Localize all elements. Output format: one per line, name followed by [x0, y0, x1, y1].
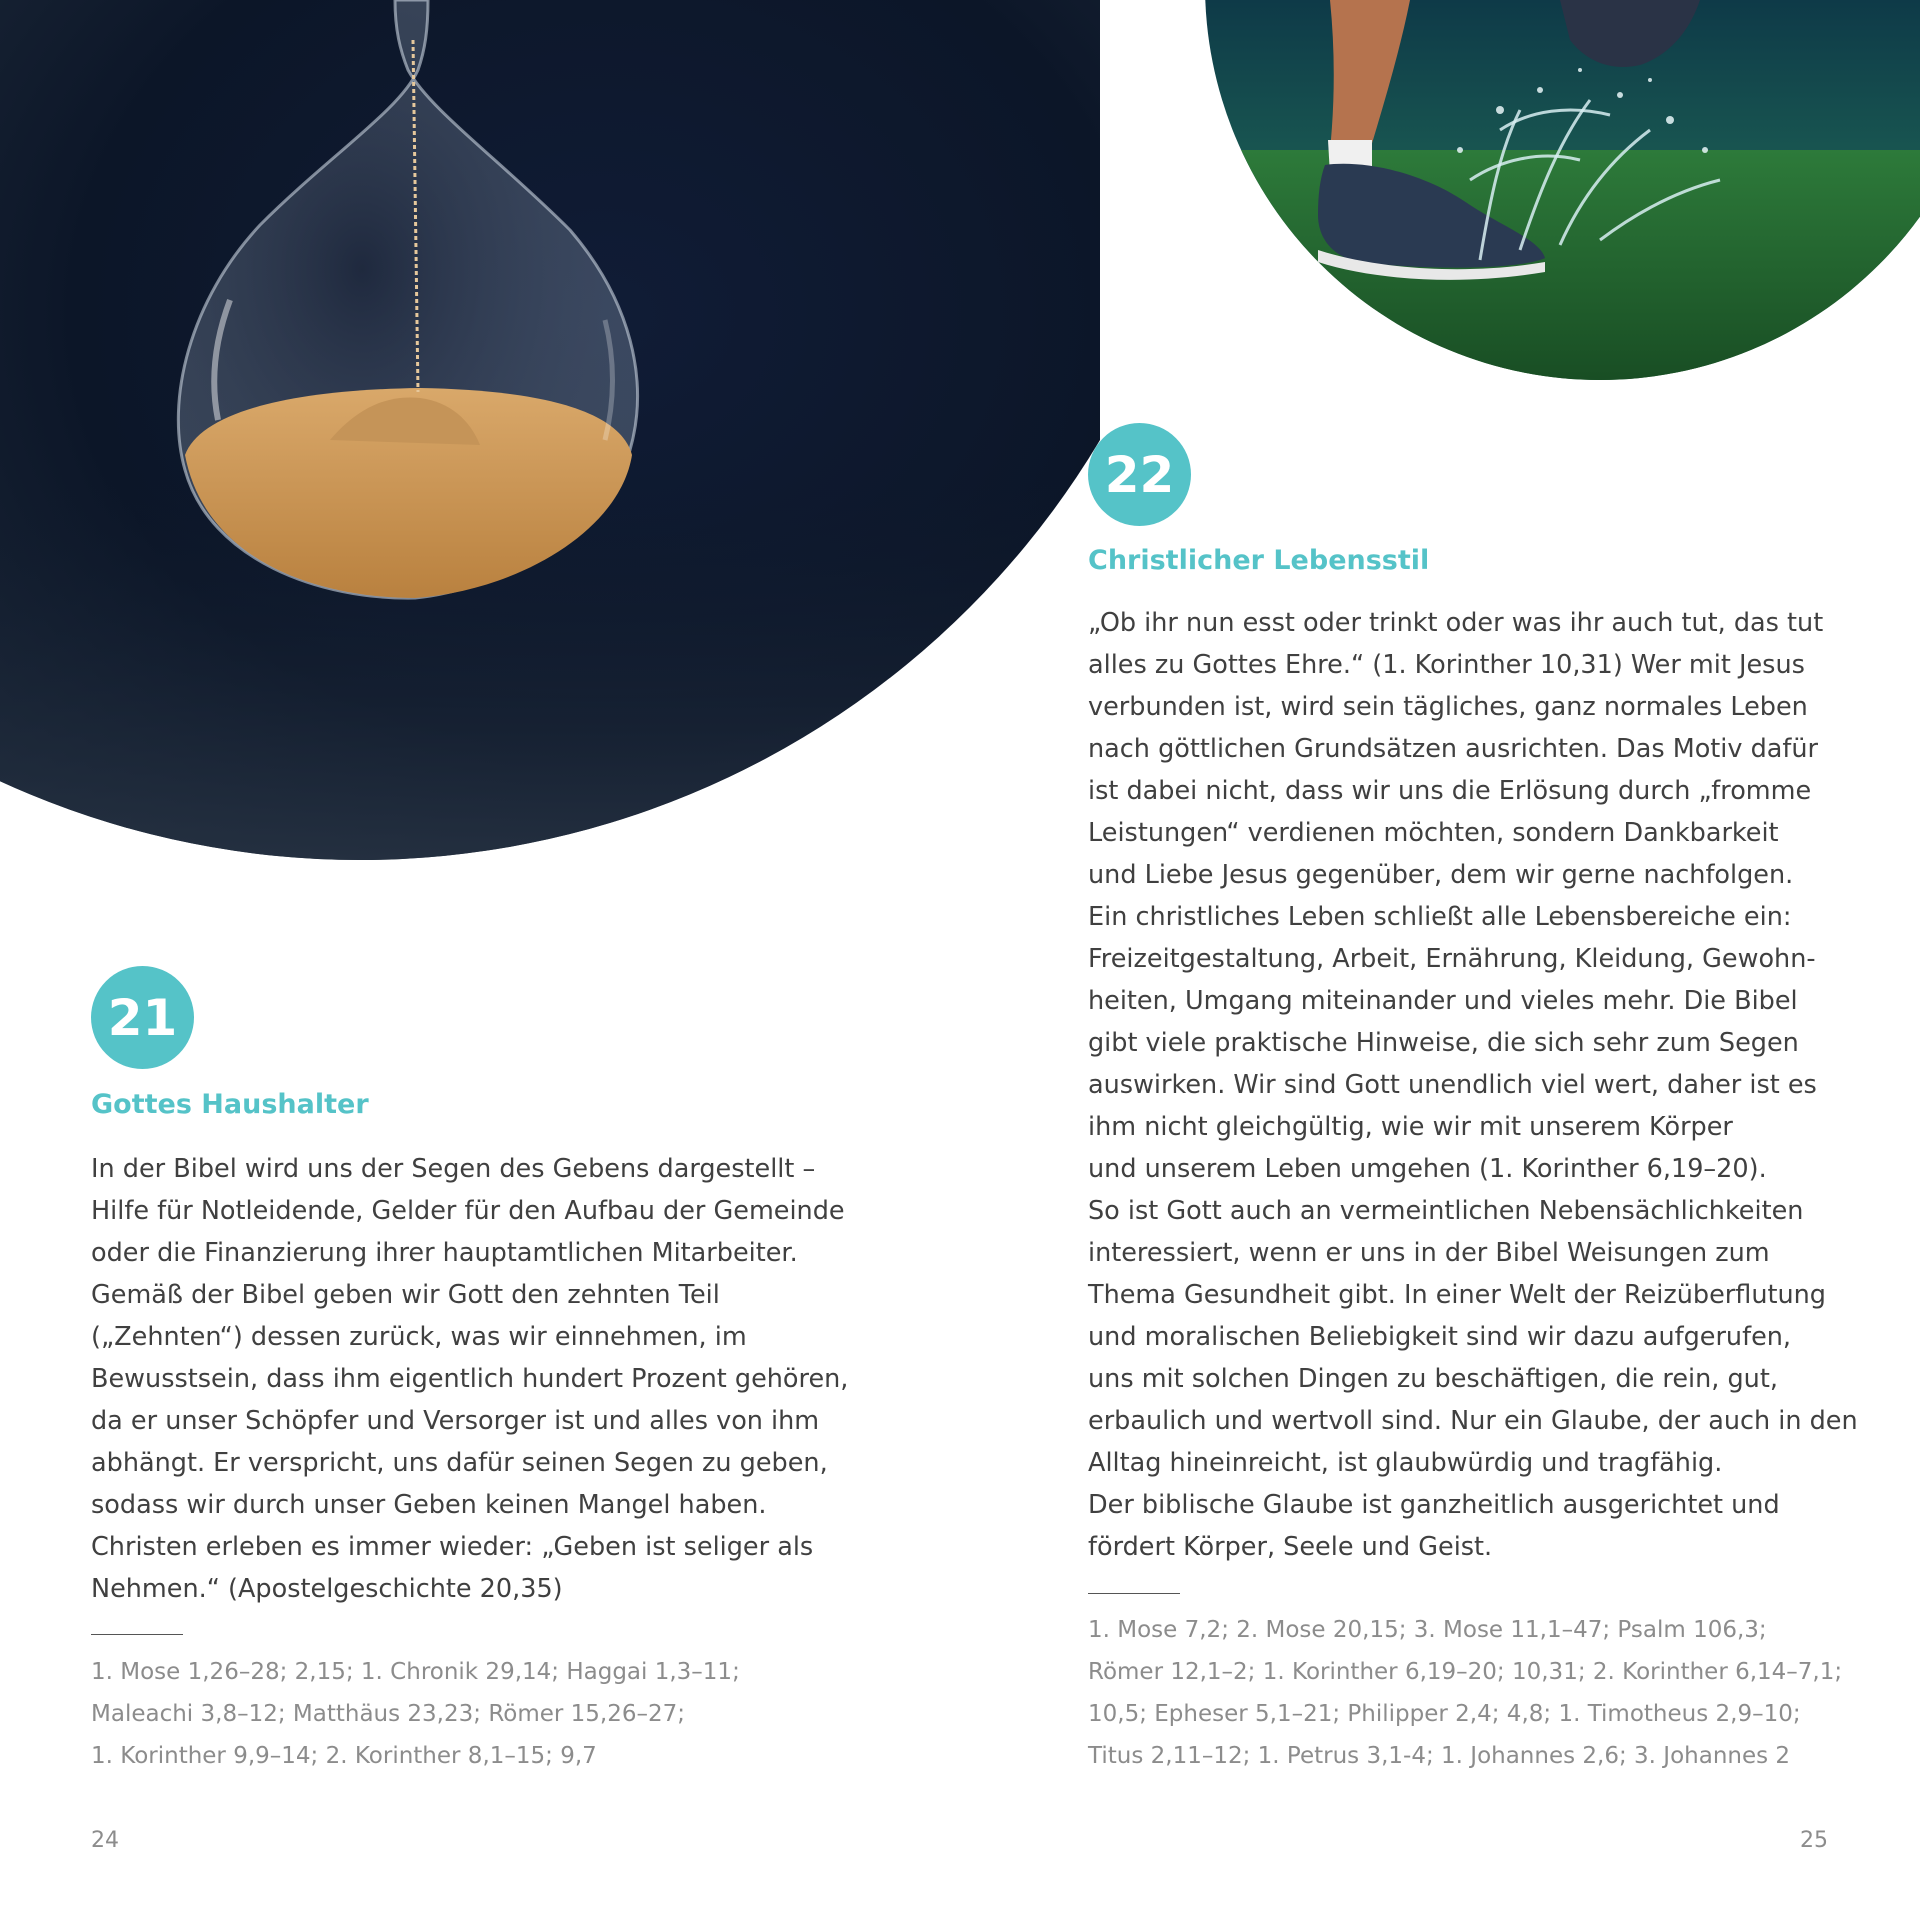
body-line: Ein christliches Leben schließt alle Lebensbereiche ein:	[1088, 902, 1792, 932]
body-line: ist dabei nicht, dass wir uns die Erlösung durch „fromme	[1088, 776, 1812, 806]
body-line: „Ob ihr nun esst oder trinkt oder was ihr auch tut, das tut	[1088, 608, 1824, 638]
body-line: Christen erleben es immer wieder: „Geben ist seliger als	[91, 1532, 814, 1562]
body-line: („Zehnten“) dessen zurück, was wir einnehmen, im	[91, 1322, 747, 1352]
bible-references-21	[91, 1651, 740, 1777]
body-line: Bewusstsein, dass ihm eigentlich hundert Prozent gehören,	[91, 1364, 849, 1394]
reference-line: 1. Mose 1,26–28; 2,15; 1. Chronik 29,14; Haggai 1,3–11;	[91, 1659, 740, 1685]
body-line: In der Bibel wird uns der Segen des Gebens dargestellt –	[91, 1154, 816, 1184]
body-line: und unserem Leben umgehen (1. Korinther 6,19–20).	[1088, 1154, 1767, 1184]
body-line: Der biblische Glaube ist ganzheitlich ausgerichtet und	[1088, 1490, 1780, 1520]
body-line: Freizeitgestaltung, Arbeit, Ernährung, Kleidung, Gewohn-	[1088, 944, 1816, 974]
section-title-gottes-haushalter: Gottes Haushalter	[91, 1089, 369, 1120]
reference-line: Maleachi 3,8–12; Matthäus 23,23; Römer 15,26–27;	[91, 1701, 686, 1727]
body-line: verbunden ist, wird sein tägliches, ganz normales Leben	[1088, 692, 1808, 722]
section-title-christlicher-lebensstil: Christlicher Lebensstil	[1088, 545, 1430, 576]
body-line: und moralischen Beliebigkeit sind wir dazu aufgerufen,	[1088, 1322, 1792, 1352]
body-line: und Liebe Jesus gegenüber, dem wir gerne nachfolgen.	[1088, 860, 1794, 890]
section-body-22	[1088, 602, 1858, 1568]
body-line: da er unser Schöpfer und Versorger ist und alles von ihm	[91, 1406, 820, 1436]
references-divider	[1088, 1593, 1180, 1594]
body-line: alles zu Gottes Ehre.“ (1. Korinther 10,31) Wer mit Jesus	[1088, 650, 1805, 680]
body-line: nach göttlichen Grundsätzen ausrichten. Das Motiv dafür	[1088, 734, 1819, 764]
body-line: ihm nicht gleichgültig, wie wir mit unserem Körper	[1088, 1112, 1733, 1142]
section-number-badge-22	[1088, 423, 1191, 526]
page-number-right: 25	[1800, 1828, 1828, 1853]
body-line: Leistungen“ verdienen möchten, sondern Dankbarkeit	[1088, 818, 1779, 848]
body-line: interessiert, wenn er uns in der Bibel Weisungen zum	[1088, 1238, 1770, 1268]
badge-number: 22	[1104, 445, 1175, 504]
body-line: So ist Gott auch an vermeintlichen Nebensächlichkeiten	[1088, 1196, 1804, 1226]
body-line: oder die Finanzierung ihrer hauptamtlichen Mitarbeiter.	[91, 1238, 798, 1268]
reference-line: Römer 12,1–2; 1. Korinther 6,19–20; 10,31; 2. Korinther 6,14–7,1;	[1088, 1659, 1843, 1685]
body-line: Thema Gesundheit gibt. In einer Welt der Reizüberflutung	[1088, 1280, 1826, 1310]
references-divider	[91, 1634, 183, 1635]
body-line: fördert Körper, Seele und Geist.	[1088, 1532, 1493, 1562]
bible-references-22	[1088, 1609, 1842, 1777]
body-line: erbaulich und wertvoll sind. Nur ein Glaube, der auch in den	[1088, 1406, 1858, 1436]
body-line: Hilfe für Notleidende, Gelder für den Aufbau der Gemeinde	[91, 1196, 845, 1226]
body-line: auswirken. Wir sind Gott unendlich viel wert, daher ist es	[1088, 1070, 1817, 1100]
section-number-badge-21	[91, 966, 194, 1069]
body-line: gibt viele praktische Hinweise, die sich sehr zum Segen	[1088, 1028, 1799, 1058]
reference-line: Titus 2,11–12; 1. Petrus 3,1-4; 1. Johannes 2,6; 3. Johannes 2	[1088, 1743, 1791, 1769]
badge-number: 21	[107, 988, 178, 1047]
body-line: sodass wir durch unser Geben keinen Mangel haben.	[91, 1490, 767, 1520]
body-line: abhängt. Er verspricht, uns dafür seinen Segen zu geben,	[91, 1448, 828, 1478]
body-line: uns mit solchen Dingen zu beschäftigen, die rein, gut,	[1088, 1364, 1778, 1394]
page-number-left: 24	[91, 1828, 119, 1853]
reference-line: 1. Mose 7,2; 2. Mose 20,15; 3. Mose 11,1–47; Psalm 106,3;	[1088, 1617, 1767, 1643]
body-line: heiten, Umgang miteinander und vieles mehr. Die Bibel	[1088, 986, 1798, 1016]
body-line: Nehmen.“ (Apostelgeschichte 20,35)	[91, 1574, 563, 1604]
reference-line: 10,5; Epheser 5,1–21; Philipper 2,4; 4,8; 1. Timotheus 2,9–10;	[1088, 1701, 1801, 1727]
reference-line: 1. Korinther 9,9–14; 2. Korinther 8,1–15; 9,7	[91, 1743, 597, 1769]
body-line: Gemäß der Bibel geben wir Gott den zehnten Teil	[91, 1280, 720, 1310]
section-body-21	[91, 1148, 848, 1610]
body-line: Alltag hineinreicht, ist glaubwürdig und tragfähig.	[1088, 1448, 1723, 1478]
